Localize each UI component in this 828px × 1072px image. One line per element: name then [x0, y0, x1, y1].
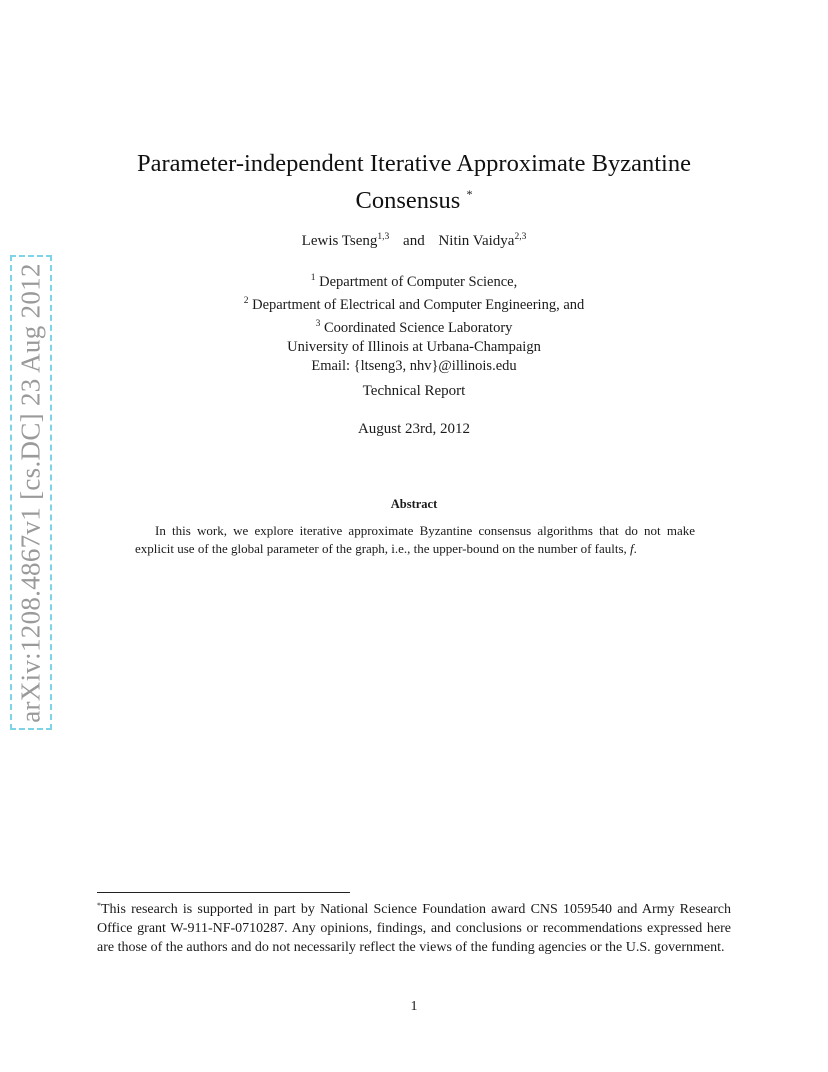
footnote-rule [97, 892, 350, 893]
email: Email: {ltseng3, nhv}@illinois.edu [311, 358, 517, 374]
abstract-variable-f: f [630, 540, 634, 556]
report-date: August 23rd, 2012 [357, 421, 471, 437]
affiliation-3-text: Coordinated Science Laboratory [323, 320, 513, 336]
footnote [97, 896, 731, 957]
author-2-affil: 2,3 [514, 232, 527, 242]
title-line-1: Parameter-independent Iterative Approximate Byzantine [137, 150, 691, 177]
author-2: Nitin Vaidya [438, 233, 515, 249]
page-number: 1 [410, 999, 418, 1014]
arxiv-stamp-text: arXiv:1208.4867v1 [cs.DC] 23 Aug 2012 [15, 262, 46, 723]
author-1-affil: 1,3 [377, 232, 390, 242]
author-and: and [403, 233, 425, 249]
abstract-end: . [633, 540, 637, 556]
affiliation-1-text: Department of Computer Science, [319, 274, 518, 290]
affiliation-1-marker: 1 [310, 273, 316, 283]
affiliation-2 [0, 292, 828, 315]
report-type: Technical Report [362, 383, 466, 399]
abstract-body [135, 522, 695, 557]
university: University of Illinois at Urbana-Champaign [287, 339, 541, 355]
abstract-heading: Abstract [390, 497, 438, 511]
affiliation-1 [0, 269, 828, 292]
affiliations [0, 269, 828, 376]
title-line-2-text: Consensus [355, 187, 461, 214]
paper-title [0, 148, 828, 216]
abstract-text: In this work, we explore iterative approximate Byzantine consensus algorithms that do not make explicit use of the global parameter of the graph, i.e., the upper-bound on the number of faults, [135, 523, 695, 556]
footnote-text: This research is supported in part by National Science Foundation award CNS 1059540 and Army Research Office grant W-911-NF-0710287. Any opinions, findings, and conclusions or recommendations expressed here are those of the authors and do not necessarily reflect the views of the funding agencies or the U.S. government. [97, 902, 731, 955]
authors [0, 232, 828, 250]
author-1: Lewis Tseng [301, 233, 378, 249]
affiliation-3 [0, 315, 828, 338]
title-line-2 [0, 179, 828, 216]
footnote-marker: * [97, 901, 101, 910]
title-footnote-marker: * [466, 187, 473, 201]
affiliation-2-marker: 2 [243, 296, 249, 306]
affiliation-3-marker: 3 [315, 319, 321, 329]
affiliation-2-text: Department of Electrical and Computer Engineering, and [252, 297, 585, 313]
